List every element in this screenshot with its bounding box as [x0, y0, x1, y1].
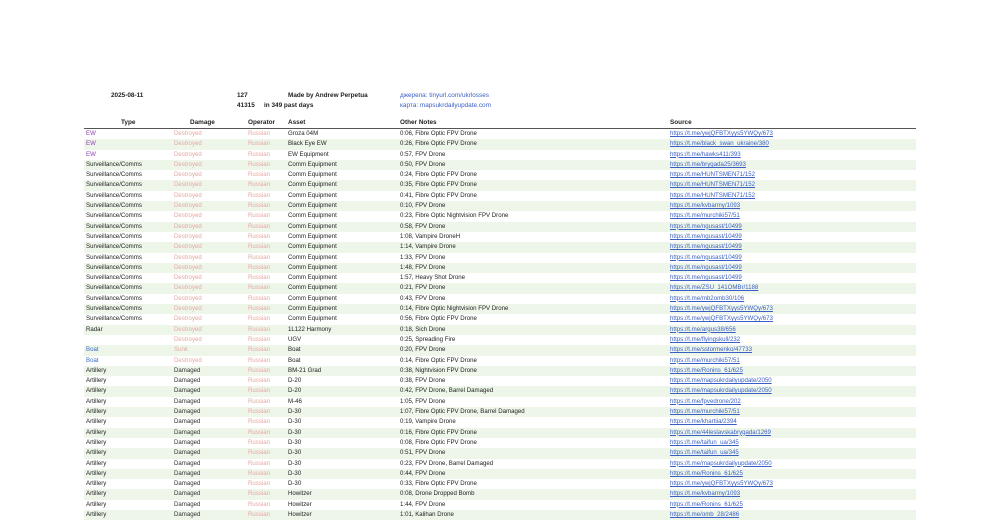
- damage-cell: Destroyed: [174, 243, 202, 251]
- source-link[interactable]: https://t.me/murchiki57/51: [670, 212, 740, 220]
- damage-cell: Destroyed: [174, 325, 202, 333]
- operator-cell: Russian: [248, 284, 271, 292]
- type-cell: Artillery: [86, 469, 107, 477]
- source-link[interactable]: https://t.me/murchiki57/51: [670, 408, 740, 416]
- table-row: [84, 428, 916, 438]
- source-link[interactable]: https://t.me/mb2omb30/106: [670, 294, 745, 302]
- asset-cell: Boat: [288, 356, 301, 364]
- damage-cell: Destroyed: [174, 263, 202, 271]
- type-cell: Artillery: [86, 510, 107, 518]
- source-link[interactable]: https://t.me/mapsukrdailyupdate/2050: [670, 387, 772, 395]
- source-link[interactable]: https://t.me/HUNTSMEN71/152: [670, 171, 756, 179]
- operator-cell: Russian: [248, 181, 271, 189]
- map-link[interactable]: карта: mapsukrdailyupdate.com: [400, 102, 491, 109]
- damage-cell: Damaged: [174, 418, 201, 426]
- damage-cell: Destroyed: [174, 191, 202, 199]
- notes-cell: 0:23, FPV Drone, Barrel Damaged: [400, 459, 494, 467]
- table-row: [84, 304, 916, 314]
- operator-cell: Russian: [248, 418, 271, 426]
- source-link[interactable]: https://t.me/fpvedrone/202: [670, 397, 741, 405]
- notes-cell: 1:07, Fibre Optic FPV Drone, Barrel Damaged: [400, 408, 525, 416]
- source-link[interactable]: https://t.me/argus38/656: [670, 325, 736, 333]
- damage-cell: Destroyed: [174, 222, 202, 230]
- table-row: [84, 263, 916, 273]
- source-link[interactable]: https://t.me/ngusast/10499: [670, 274, 742, 282]
- report-date: 2025-08-11: [111, 92, 144, 99]
- source-link[interactable]: https://t.me/khartiia/2394: [670, 418, 737, 426]
- asset-cell: Comm Equipment: [288, 191, 337, 199]
- source-link[interactable]: https://t.me/omb_28/2486: [670, 510, 740, 518]
- asset-cell: Comm Equipment: [288, 253, 337, 261]
- source-link[interactable]: https://t.me/Ronins_61/625: [670, 500, 743, 508]
- damage-cell: Destroyed: [174, 140, 202, 148]
- table-row: [84, 150, 916, 160]
- operator-cell: Russian: [248, 510, 271, 518]
- asset-cell: M-46: [288, 397, 302, 405]
- source-link[interactable]: https://t.me/ngusast/10499: [670, 243, 742, 251]
- source-link[interactable]: https://t.me/HUNTSMEN71/152: [670, 191, 756, 199]
- table-row: [84, 242, 916, 252]
- damage-cell: Damaged: [174, 377, 201, 385]
- notes-cell: 0:21, FPV Drone: [400, 284, 446, 292]
- operator-cell: Russian: [248, 305, 271, 313]
- damage-cell: Destroyed: [174, 202, 202, 210]
- notes-cell: 0:18, Sich Drone: [400, 325, 446, 333]
- col-asset: Asset: [288, 119, 306, 126]
- table-row: [84, 325, 916, 335]
- operator-cell: Russian: [248, 150, 271, 158]
- source-link[interactable]: https://t.me/flyingskull/232: [670, 335, 741, 343]
- notes-cell: 0:35, Fibre Optic FPV Drone: [400, 181, 477, 189]
- asset-cell: D-20: [288, 377, 302, 385]
- asset-cell: Howitzer: [288, 490, 312, 498]
- operator-cell: Russian: [248, 171, 271, 179]
- table-header: [0, 119, 1000, 128]
- table-row: [84, 253, 916, 263]
- asset-cell: Howitzer: [288, 510, 312, 518]
- type-cell: Surveillance/Comms: [86, 232, 142, 240]
- type-cell: EW: [86, 130, 96, 137]
- type-cell: Artillery: [86, 459, 107, 467]
- operator-cell: Russian: [248, 387, 271, 395]
- table-row: [84, 314, 916, 324]
- author-credit: Made by Andrew Perpetua: [288, 92, 368, 99]
- asset-cell: D-30: [288, 428, 302, 436]
- table-row: [84, 510, 916, 520]
- notes-cell: 0:58, FPV Drone: [400, 222, 446, 230]
- asset-cell: Comm Equipment: [288, 315, 337, 323]
- operator-cell: Russian: [248, 459, 271, 467]
- notes-cell: 0:38, Nightvision FPV Drone: [400, 366, 477, 374]
- source-link[interactable]: https://t.me/HUNTSMEN71/152: [670, 181, 756, 189]
- type-cell: Artillery: [86, 438, 107, 446]
- operator-cell: Russian: [248, 140, 271, 148]
- operator-cell: Russian: [248, 232, 271, 240]
- operator-cell: Russian: [248, 469, 271, 477]
- damage-cell: Damaged: [174, 428, 201, 436]
- asset-cell: Comm Equipment: [288, 222, 337, 230]
- asset-cell: BM-21 Grad: [288, 366, 322, 374]
- type-cell: Radar: [86, 325, 103, 333]
- asset-cell: Comm Equipment: [288, 202, 337, 210]
- asset-cell: Comm Equipment: [288, 232, 337, 240]
- operator-cell: Russian: [248, 480, 271, 488]
- table-row: [84, 232, 916, 242]
- col-notes: Other Notes: [400, 119, 437, 126]
- asset-cell: D-30: [288, 408, 302, 416]
- operator-cell: Russian: [248, 490, 271, 498]
- type-cell: Surveillance/Comms: [86, 243, 142, 251]
- type-cell: Artillery: [86, 480, 107, 488]
- damage-cell: Damaged: [174, 459, 201, 467]
- damage-cell: Destroyed: [174, 274, 202, 282]
- table-row: [84, 294, 916, 304]
- notes-cell: 0:42, FPV Drone, Barrel Damaged: [400, 387, 494, 395]
- source-link[interactable]: https://t.me/brygada25/3693: [670, 160, 746, 168]
- col-operator: Operator: [248, 119, 275, 126]
- table-row: [84, 273, 916, 283]
- notes-cell: 0:23, Fibre Optic Nightvision FPV Drone: [400, 212, 509, 220]
- asset-cell: Boat: [288, 346, 301, 354]
- damage-cell: Damaged: [174, 408, 201, 416]
- col-damage: Damage: [190, 119, 215, 126]
- type-cell: Surveillance/Comms: [86, 191, 142, 199]
- operator-cell: Russian: [248, 397, 271, 405]
- notes-cell: 0:56, Fibre Optic FPV Drone: [400, 315, 477, 323]
- operator-cell: Russian: [248, 243, 271, 251]
- damage-cell: Destroyed: [174, 315, 202, 323]
- operator-cell: Russian: [248, 346, 271, 354]
- damage-cell: Sunk: [174, 346, 188, 354]
- table-row: [84, 356, 916, 366]
- asset-cell: D-30: [288, 418, 302, 426]
- type-cell: Surveillance/Comms: [86, 160, 142, 168]
- asset-cell: Comm Equipment: [288, 181, 337, 189]
- damage-cell: Damaged: [174, 469, 201, 477]
- source-link[interactable]: https://t.me/ywjQFBTXyys5YWQy/673: [670, 130, 773, 137]
- damage-cell: Damaged: [174, 490, 201, 498]
- table-row: [84, 459, 916, 469]
- damage-cell: Destroyed: [174, 284, 202, 292]
- type-cell: Surveillance/Comms: [86, 181, 142, 189]
- notes-cell: 1:33, FPV Drone: [400, 253, 446, 261]
- source-link[interactable]: https://t.me/ngusast/10499: [670, 222, 742, 230]
- asset-cell: Black Eye EW: [288, 140, 327, 148]
- asset-cell: D-30: [288, 438, 302, 446]
- asset-cell: Comm Equipment: [288, 284, 337, 292]
- type-cell: Surveillance/Comms: [86, 202, 142, 210]
- operator-cell: Russian: [248, 294, 271, 302]
- source-link[interactable]: https://t.me/hawks411/393: [670, 150, 741, 158]
- source-link[interactable]: https://t.me/murchiki57/51: [670, 356, 740, 364]
- table-row: [84, 489, 916, 499]
- damage-cell: Damaged: [174, 500, 201, 508]
- notes-cell: 0:24, Fibre Optic FPV Drone: [400, 171, 477, 179]
- col-type: Type: [121, 119, 136, 126]
- operator-cell: Russian: [248, 191, 271, 199]
- operator-cell: Russian: [248, 160, 271, 168]
- asset-cell: EW Equipment: [288, 150, 329, 158]
- col-source: Source: [670, 119, 692, 126]
- asset-cell: UGV: [288, 335, 302, 343]
- asset-cell: Comm Equipment: [288, 263, 337, 271]
- source-link[interactable]: https://t.me/Ronins_61/625: [670, 366, 743, 374]
- notes-cell: 1:05, FPV Drone: [400, 397, 446, 405]
- source-link[interactable]: https://t.me/ywjQFBTXyys5YWQy/673: [670, 480, 773, 488]
- table-row: [84, 129, 916, 139]
- damage-cell: Destroyed: [174, 305, 202, 313]
- type-cell: Boat: [86, 356, 99, 364]
- asset-cell: Howitzer: [288, 500, 312, 508]
- notes-cell: 1:44, FPV Drone: [400, 500, 446, 508]
- operator-cell: Russian: [248, 212, 271, 220]
- notes-cell: 0:19, Vampire Drone: [400, 418, 456, 426]
- operator-cell: Russian: [248, 325, 271, 333]
- table-row: [84, 448, 916, 458]
- type-cell: EW: [86, 140, 96, 148]
- operator-cell: Russian: [248, 366, 271, 374]
- operator-cell: Russian: [248, 500, 271, 508]
- operator-cell: Russian: [248, 438, 271, 446]
- type-cell: Surveillance/Comms: [86, 315, 142, 323]
- table-row: [84, 201, 916, 211]
- daily-count: 127: [237, 92, 248, 99]
- notes-cell: 1:08, Vampire DroneH: [400, 232, 461, 240]
- damage-cell: Destroyed: [174, 356, 202, 364]
- table-row: [84, 180, 916, 190]
- table-row: [84, 438, 916, 448]
- table-row: [84, 376, 916, 386]
- notes-cell: 0:33, Fibre Optic FPV Drone: [400, 480, 477, 488]
- operator-cell: Russian: [248, 408, 271, 416]
- notes-cell: 0:10, FPV Drone: [400, 202, 446, 210]
- operator-cell: Russian: [248, 222, 271, 230]
- notes-cell: 1:48, FPV Drone: [400, 263, 446, 271]
- table-row: [84, 211, 916, 221]
- type-cell: EW: [86, 150, 96, 158]
- operator-cell: Russian: [248, 253, 271, 261]
- operator-cell: Russian: [248, 315, 271, 323]
- table-row: [84, 345, 916, 355]
- notes-cell: 0:43, FPV Drone: [400, 294, 446, 302]
- type-cell: Surveillance/Comms: [86, 212, 142, 220]
- damage-cell: Destroyed: [174, 160, 202, 168]
- asset-cell: D-30: [288, 480, 302, 488]
- asset-cell: Groza 04M: [288, 130, 319, 137]
- notes-cell: 0:08, Drone Dropped Bomb: [400, 490, 475, 498]
- type-cell: Artillery: [86, 418, 107, 426]
- type-cell: Artillery: [86, 500, 107, 508]
- damage-cell: Damaged: [174, 366, 201, 374]
- operator-cell: Russian: [248, 428, 271, 436]
- operator-cell: Russian: [248, 202, 271, 210]
- asset-cell: D-30: [288, 459, 302, 467]
- operator-cell: Russian: [248, 449, 271, 457]
- source-link[interactable]: https://t.me/taifun_ua/345: [670, 449, 739, 457]
- total-count: 41315: [237, 102, 255, 109]
- operator-cell: Russian: [248, 274, 271, 282]
- type-cell: Artillery: [86, 397, 107, 405]
- notes-cell: 0:06, Fibre Optic FPV Drone: [400, 130, 477, 137]
- asset-cell: Comm Equipment: [288, 294, 337, 302]
- source-link[interactable]: https://t.me/taifun_ua/345: [670, 438, 739, 446]
- table-row: [84, 170, 916, 180]
- table-row: [84, 407, 916, 417]
- asset-cell: D-30: [288, 469, 302, 477]
- table-row: [84, 335, 916, 345]
- operator-cell: Russian: [248, 130, 271, 137]
- source-link[interactable]: https://t.me/ywjQFBTXyys5YWQy/673: [670, 315, 773, 323]
- asset-cell: Comm Equipment: [288, 274, 337, 282]
- damage-cell: Destroyed: [174, 294, 202, 302]
- notes-cell: 0:41, Fibre Optic FPV Drone: [400, 191, 477, 199]
- asset-cell: 1L122 Harmony: [288, 325, 332, 333]
- notes-cell: 1:57, Heavy Shot Drone: [400, 274, 466, 282]
- damage-cell: Destroyed: [174, 253, 202, 261]
- asset-cell: Comm Equipment: [288, 305, 337, 313]
- type-cell: Surveillance/Comms: [86, 274, 142, 282]
- loss-table-body: [84, 129, 916, 520]
- notes-cell: 0:16, Fibre Optic FPV Drone: [400, 428, 477, 436]
- notes-cell: 0:44, FPV Drone: [400, 469, 446, 477]
- type-cell: Artillery: [86, 387, 107, 395]
- source-link[interactable]: https://t.me/44leslavskabrygada/1269: [670, 428, 771, 436]
- table-row: [84, 139, 916, 149]
- operator-cell: Russian: [248, 377, 271, 385]
- asset-cell: Comm Equipment: [288, 171, 337, 179]
- table-row: [84, 397, 916, 407]
- asset-cell: D-30: [288, 449, 302, 457]
- table-row: [84, 191, 916, 201]
- asset-cell: Comm Equipment: [288, 243, 337, 251]
- damage-cell: Damaged: [174, 438, 201, 446]
- damage-cell: Destroyed: [174, 171, 202, 179]
- source-link[interactable]: https://t.me/Ronins_61/625: [670, 469, 743, 477]
- table-row: [84, 386, 916, 396]
- source-link[interactable]: https://t.me/ywjQFBTXyys5YWQy/673: [670, 305, 773, 313]
- damage-cell: Destroyed: [174, 150, 202, 158]
- period-label: in 349 past days: [264, 102, 314, 109]
- type-cell: Artillery: [86, 428, 107, 436]
- table-row: [84, 417, 916, 427]
- operator-cell: Russian: [248, 356, 271, 364]
- table-row: [84, 366, 916, 376]
- notes-cell: 0:14, Fibre Optic Nightvision FPV Drone: [400, 305, 509, 313]
- damage-cell: Destroyed: [174, 232, 202, 240]
- notes-cell: 0:14, Fibre Optic FPV Drone: [400, 356, 477, 364]
- notes-cell: 0:57, FPV Drone: [400, 150, 446, 158]
- damage-cell: Damaged: [174, 387, 201, 395]
- source-link[interactable]: https://t.me/ngusast/10499: [670, 232, 742, 240]
- notes-cell: 1:01, Kalihan Drone: [400, 510, 454, 518]
- type-cell: Artillery: [86, 366, 107, 374]
- notes-cell: 0:50, FPV Drone: [400, 160, 446, 168]
- damage-cell: Damaged: [174, 449, 201, 457]
- type-cell: Surveillance/Comms: [86, 171, 142, 179]
- notes-cell: 0:20, FPV Drone: [400, 346, 446, 354]
- damage-cell: Damaged: [174, 480, 201, 488]
- type-cell: Surveillance/Comms: [86, 263, 142, 271]
- sources-link[interactable]: джерела: tinyurl.com/ukrlosses: [400, 92, 489, 99]
- table-row: [84, 479, 916, 489]
- notes-cell: 0:25, Spreading Fire: [400, 335, 456, 343]
- type-cell: Artillery: [86, 449, 107, 457]
- damage-cell: Damaged: [174, 397, 201, 405]
- type-cell: Surveillance/Comms: [86, 294, 142, 302]
- type-cell: Artillery: [86, 490, 107, 498]
- type-cell: Surveillance/Comms: [86, 222, 142, 230]
- operator-cell: Russian: [248, 263, 271, 271]
- type-cell: Boat: [86, 346, 99, 354]
- type-cell: Artillery: [86, 408, 107, 416]
- source-link[interactable]: https://t.me/ngusast/10499: [670, 263, 742, 271]
- damage-cell: Destroyed: [174, 335, 202, 343]
- notes-cell: 1:14, Vampire Drone: [400, 243, 456, 251]
- table-row: [84, 500, 916, 510]
- source-link[interactable]: https://t.me/kvbarmy/1093: [670, 490, 741, 498]
- notes-cell: 0:51, FPV Drone: [400, 449, 446, 457]
- table-row: [84, 469, 916, 479]
- notes-cell: 0:26, Fibre Optic FPV Drone: [400, 140, 477, 148]
- source-link[interactable]: https://t.me/ZSU_141OMBr/1188: [670, 284, 759, 292]
- damage-cell: Damaged: [174, 510, 201, 518]
- asset-cell: Comm Equipment: [288, 160, 337, 168]
- notes-cell: 0:08, Fibre Optic FPV Drone: [400, 438, 477, 446]
- asset-cell: D-20: [288, 387, 302, 395]
- source-link[interactable]: https://t.me/kvbarmy/1093: [670, 202, 741, 210]
- type-cell: Surveillance/Comms: [86, 305, 142, 313]
- type-cell: Artillery: [86, 377, 107, 385]
- source-link[interactable]: https://t.me/mapsukrdailyupdate/2050: [670, 459, 772, 467]
- table-row: [84, 283, 916, 293]
- notes-cell: 0:38, FPV Drone: [400, 377, 446, 385]
- damage-cell: Destroyed: [174, 212, 202, 220]
- operator-cell: Russian: [248, 335, 271, 343]
- damage-cell: Destroyed: [174, 181, 202, 189]
- damage-cell: Destroyed: [174, 130, 202, 137]
- source-link[interactable]: https://t.me/mapsukrdailyupdate/2050: [670, 377, 772, 385]
- source-link[interactable]: https://t.me/ngusast/10499: [670, 253, 742, 261]
- source-link[interactable]: https://t.me/sstormenko/47733: [670, 346, 752, 354]
- table-row: [84, 222, 916, 232]
- source-link[interactable]: https://t.me/black_swan_ukraine/380: [670, 140, 769, 148]
- type-cell: Surveillance/Comms: [86, 284, 142, 292]
- asset-cell: Comm Equipment: [288, 212, 337, 220]
- table-row: [84, 160, 916, 170]
- type-cell: Surveillance/Comms: [86, 253, 142, 261]
